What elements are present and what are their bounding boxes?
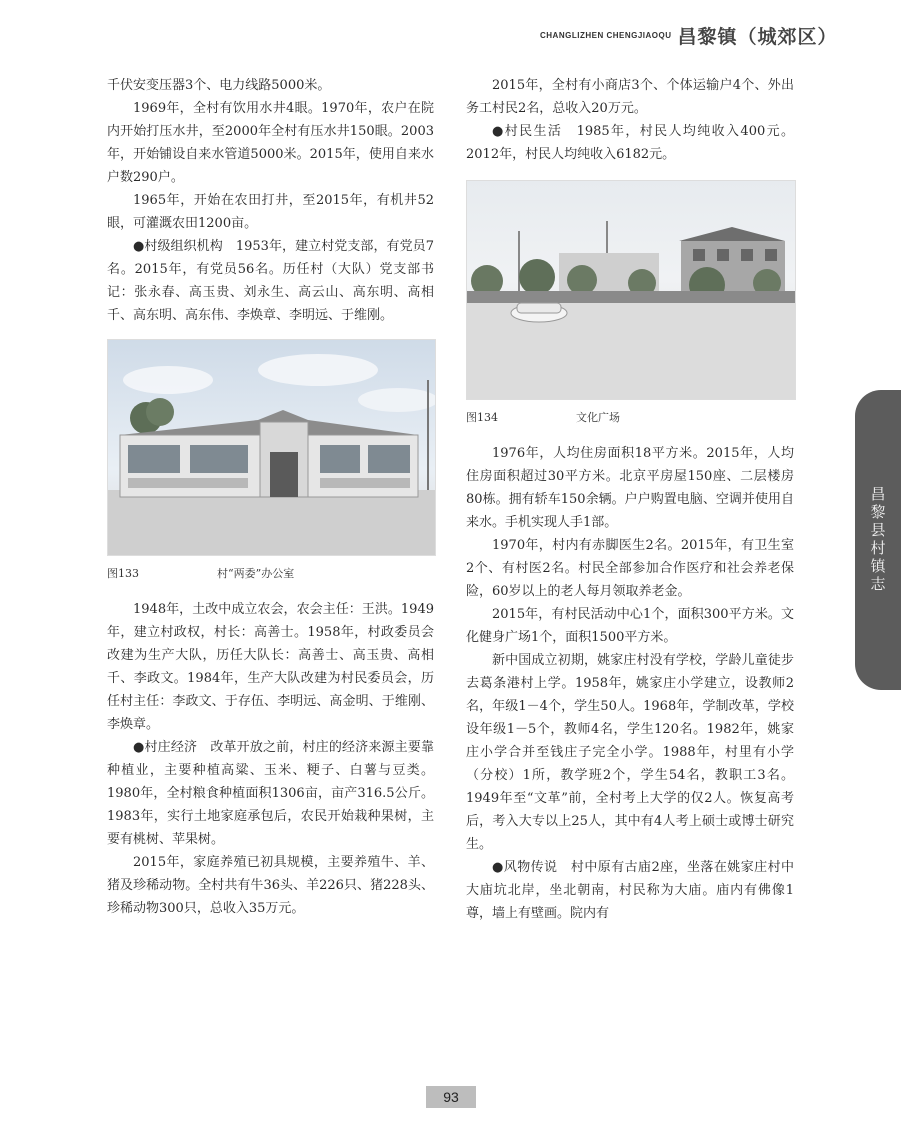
culture-square-photo (466, 180, 796, 400)
culture-square-illustration (467, 181, 795, 399)
village-office-illustration (108, 340, 435, 555)
running-header (540, 20, 840, 50)
right-column (466, 74, 794, 925)
figure-title: 村“两委”办公室 (217, 567, 295, 580)
paragraph: 2015年，全村有小商店3个、个体运输户4个、外出务工村民2名，总收入20万元。 (466, 78, 794, 116)
figure-caption (107, 562, 434, 582)
figure-number: 图134 (466, 411, 498, 424)
paragraph: 1969年，全村有饮用水井4眼。1970年，农户在院内开始打压水井，至2000年全村有压水井150眼。2003年，开始铺设自来水管道5000米。2015年，使用自来水户数290户。 (107, 101, 434, 185)
village-office-photo (107, 339, 436, 556)
paragraph: 1970年，村内有赤脚医生2名。2015年，有卫生室2个、有村医2名。村民全部参加合作医疗和社会养老保险，60岁以上的老人每月领取养老金。 (466, 538, 794, 599)
paragraph: 1965年，开始在农田打井，至2015年，有机井52眼，可灌溉农田1200亩。 (107, 193, 434, 231)
paragraph: 新中国成立初期，姚家庄村没有学校，学龄儿童徒步去葛条港村上学。1958年，姚家庄小学建立，设教师2名，年级1－4个，学生50人。1968年，学制改革，学校设年级1－5个，教师4名，学生120名。1982年，姚家庄小学合并至钱庄子完全小学。1988年，村里有小学（分校）1所，教学班2个，学生54名，教职工3名。1949年至“文革”前，全村考上大学的仅2人。恢复高考后，考入大专以上25人，其中有4人考上硕士或博士研究生。 (466, 653, 794, 852)
left-column (107, 74, 434, 920)
paragraph: ●风物传说 村中原有古庙2座，坐落在姚家庄村中大庙坑北岸，坐北朝南，村民称为大庙。庙内有佛像1尊，墙上有壁画。院内有 (466, 860, 794, 921)
figure-title: 文化广场 (576, 411, 620, 424)
page-number: 93 (426, 1086, 476, 1108)
side-tab-label: 昌黎县村镇志 (868, 486, 887, 594)
paragraph: 2015年，有村民活动中心1个，面积300平方米。文化健身广场1个，面积1500平方米。 (466, 607, 794, 645)
header-title: 昌黎镇（城郊区） (677, 25, 838, 48)
paragraph: ●村民生活 1985年，村民人均纯收入400元。2012年，村民人均纯收入6182元。 (466, 124, 794, 162)
header-latin: CHANGLIZHEN CHENGJIAOQU (540, 30, 672, 40)
paragraph: ●村庄经济 改革开放之前，村庄的经济来源主要靠种植业，主要种植高粱、玉米、粳子、白薯与豆类。1980年，全村粮食种植面积1306亩，亩产316.5公斤。1983年，实行土地家庭承包后，农民开始栽种果树，主要有桃树、苹果树。 (107, 740, 434, 847)
paragraph: 2015年，家庭养殖已初具规模，主要养殖牛、羊、猪及珍稀动物。全村共有牛36头、羊226只、猪228头、珍稀动物300只，总收入35万元。 (107, 855, 434, 916)
paragraph: 1976年，人均住房面积18平方米。2015年，人均住房面积超过30平方米。北京平房屋150座、二层楼房80栋。拥有轿车150余辆。户户购置电脑、空调并使用自来水。手机实现人手1部。 (466, 446, 794, 530)
paragraph: ●村级组织机构 1953年，建立村党支部，有党员7名。2015年，有党员56名。历任村（大队）党支部书记：张永春、高玉贵、刘永生、高云山、高东明、高相千、高东明、高东伟、李焕章、李明远、于维刚。 (107, 239, 434, 323)
figure-number: 图133 (107, 567, 139, 580)
paragraph: 千伏安变压器3个、电力线路5000米。 (107, 78, 331, 93)
figure-caption (466, 406, 794, 426)
paragraph: 1948年，土改中成立农会，农会主任：王洪。1949年，建立村政权，村长：高善士。1958年，村政委员会改建为生产大队，历任大队长：高善士、高玉贵、高相千、李政文。1984年，生产大队改建为村民委员会，历任村主任：李政文、于存伍、李明远、高金明、于维刚、李焕章。 (107, 602, 434, 732)
side-tab (855, 390, 901, 690)
